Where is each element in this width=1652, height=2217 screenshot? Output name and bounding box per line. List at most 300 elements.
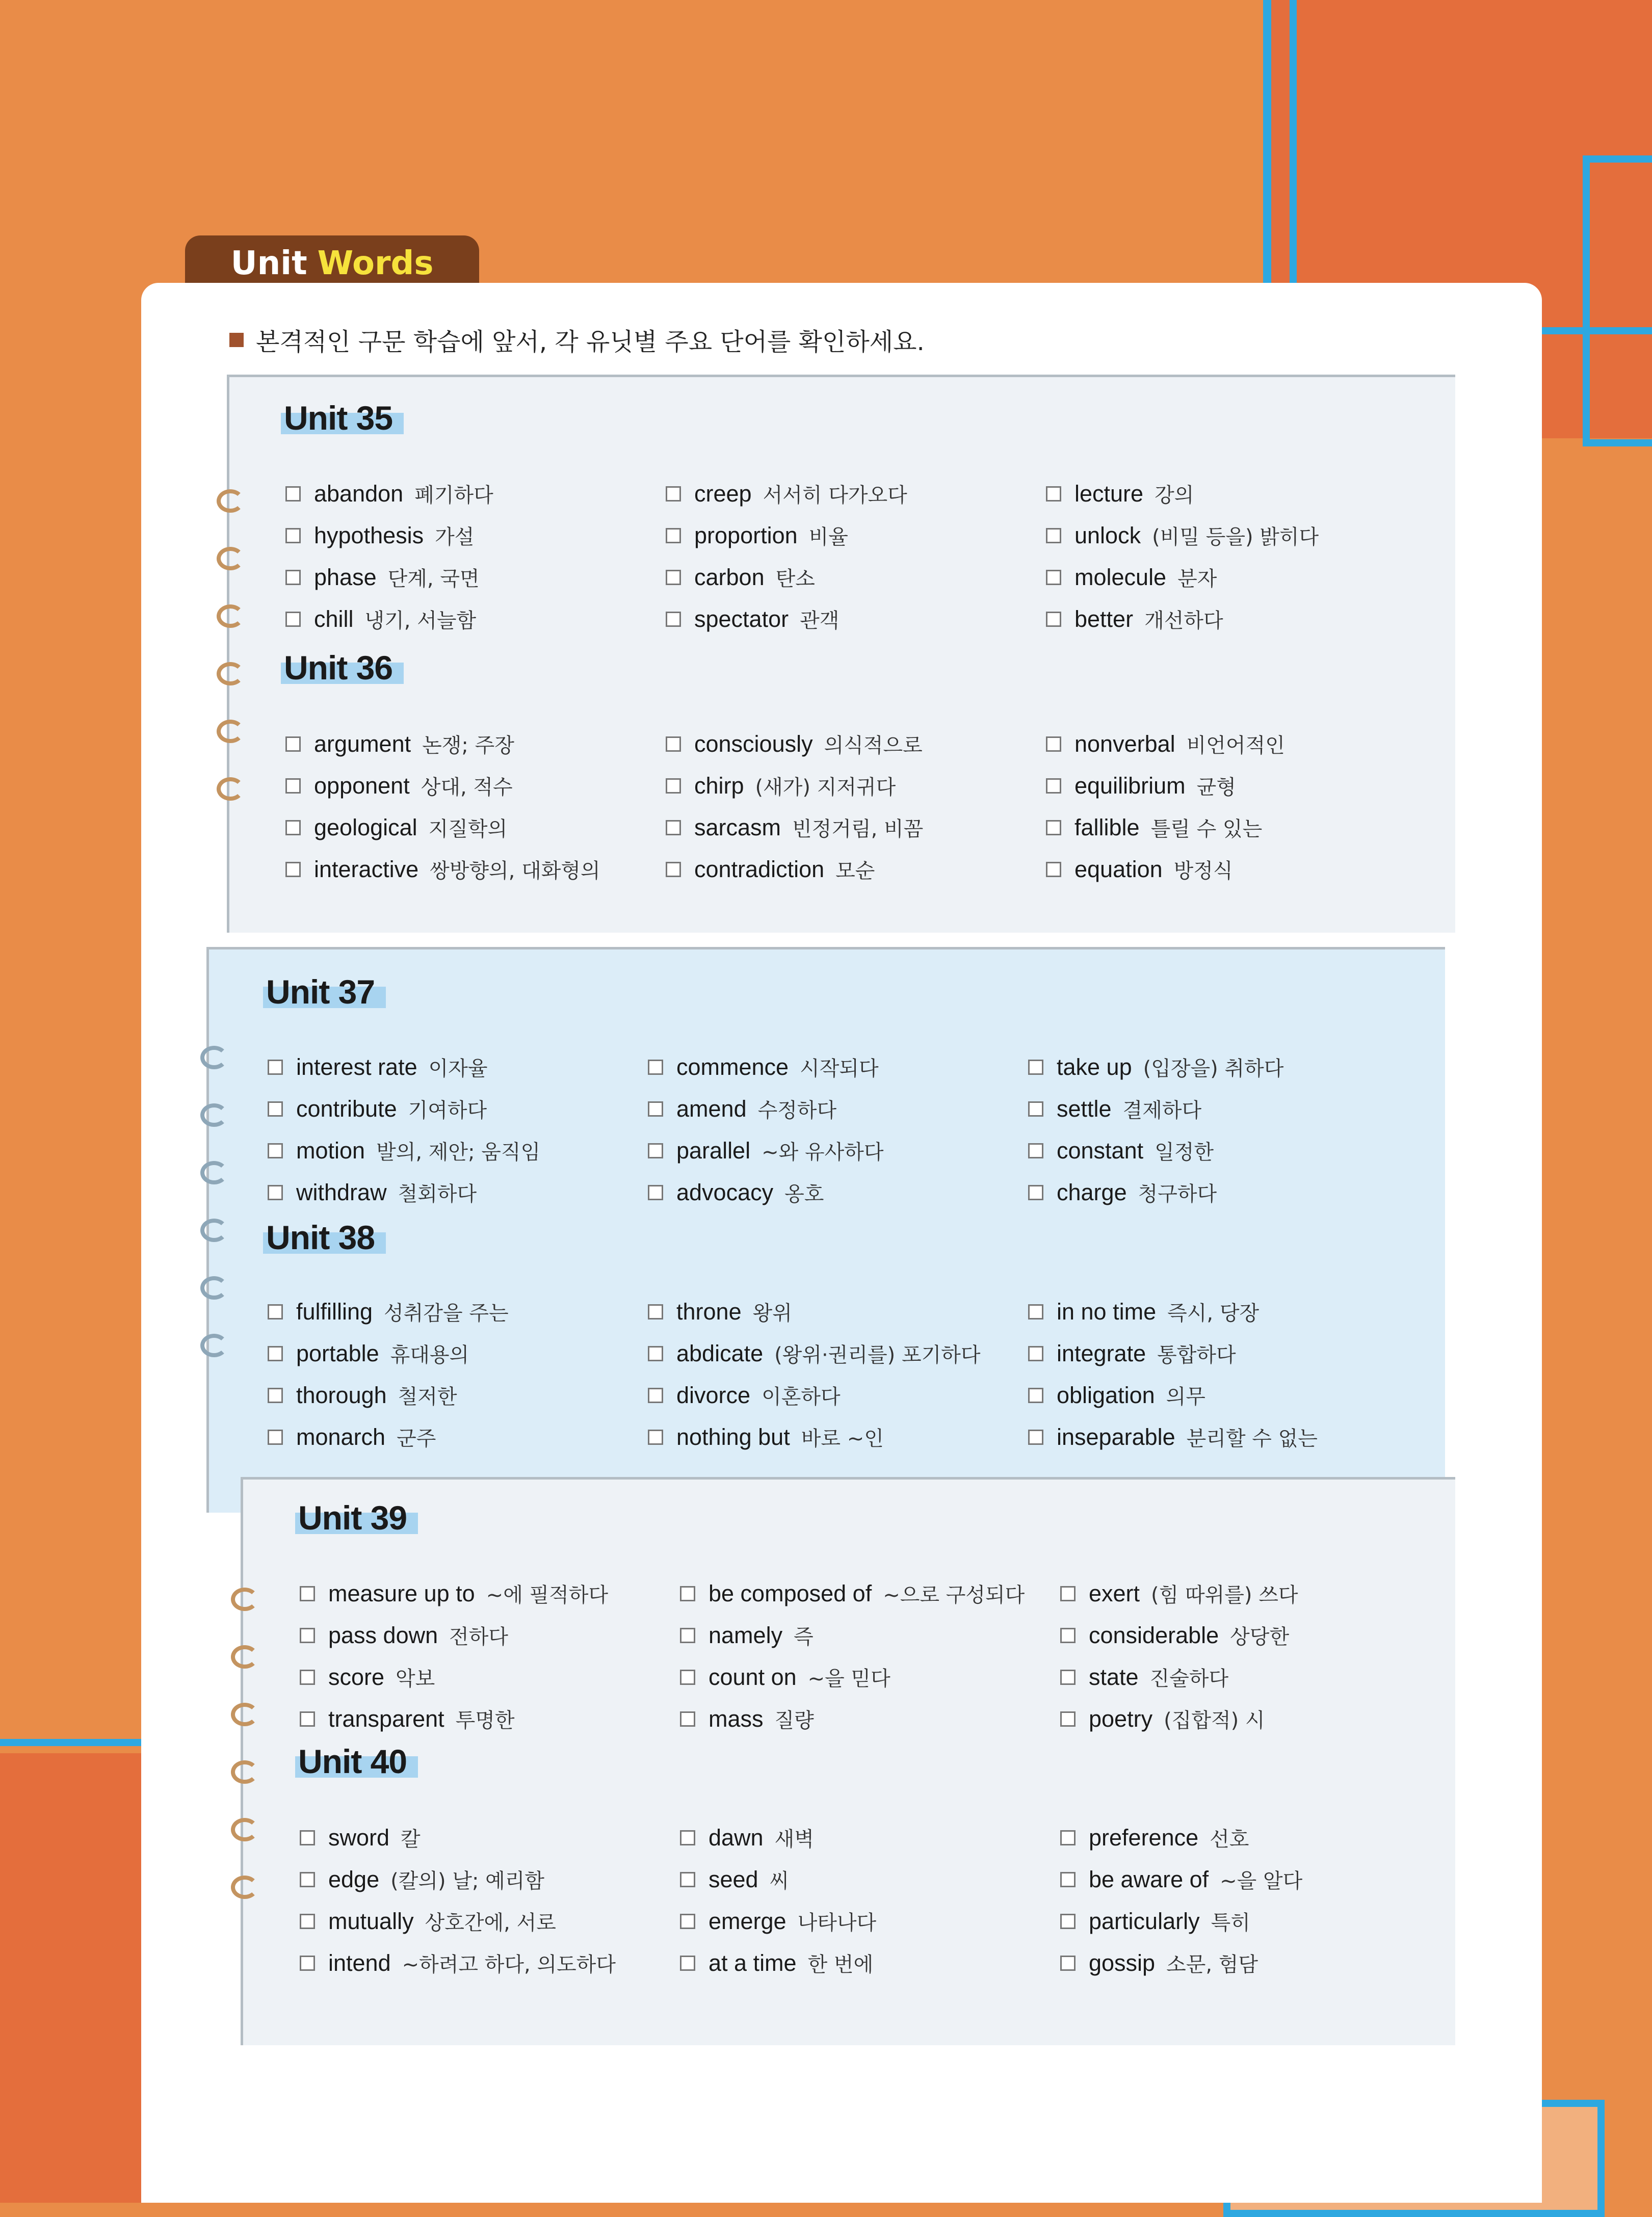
- checkbox[interactable]: [648, 1060, 663, 1075]
- square-bullet-icon: [229, 333, 244, 347]
- checkbox[interactable]: [1046, 820, 1061, 835]
- binder-ring-icon: [200, 1276, 228, 1300]
- word-english: interest rate: [296, 1053, 417, 1080]
- checkbox[interactable]: [680, 1586, 695, 1601]
- checkbox[interactable]: [1060, 1830, 1076, 1845]
- unit-title: [284, 399, 392, 437]
- checkbox[interactable]: [1046, 486, 1061, 502]
- word-item: [666, 729, 923, 758]
- word-english: dawn: [709, 1824, 764, 1851]
- binder-ring-icon: [217, 662, 244, 685]
- word-korean: 상호간에, 서로: [425, 1911, 556, 1935]
- checkbox[interactable]: [1046, 736, 1061, 752]
- word-item: [680, 1823, 814, 1852]
- word-item: [1060, 1704, 1265, 1733]
- unit-title: [284, 648, 392, 687]
- word-item: [1060, 1948, 1258, 1977]
- checkbox[interactable]: [680, 1628, 695, 1643]
- word-item: [1046, 855, 1233, 884]
- word-item: [680, 1865, 789, 1894]
- instruction-text: 본격적인 구문 학습에 앞서, 각 유닛별 주요 단어를 확인하세요.: [256, 328, 925, 356]
- word-english: thorough: [296, 1382, 387, 1408]
- checkbox[interactable]: [1060, 1711, 1076, 1727]
- word-item: [300, 1662, 435, 1692]
- word-item: [285, 771, 513, 800]
- word-item: [680, 1907, 876, 1936]
- binder-ring-icon: [217, 547, 244, 570]
- checkbox[interactable]: [268, 1185, 283, 1200]
- word-english: equilibrium: [1074, 772, 1186, 799]
- word-korean: 성취감을 주는: [384, 1302, 509, 1325]
- word-english: carbon: [694, 564, 765, 590]
- checkbox[interactable]: [648, 1388, 663, 1403]
- word-korean: 관객: [800, 609, 840, 632]
- checkbox[interactable]: [1028, 1430, 1043, 1445]
- word-korean: 청구하다: [1138, 1182, 1217, 1206]
- word-english: spectator: [694, 605, 789, 632]
- word-korean: 폐기하다: [414, 484, 493, 507]
- word-korean: 의식적으로: [824, 734, 923, 757]
- word-item: [680, 1662, 890, 1692]
- checkbox[interactable]: [648, 1346, 663, 1361]
- checkbox[interactable]: [1028, 1388, 1043, 1403]
- word-korean: 수정하다: [757, 1099, 837, 1122]
- blue-line: [1583, 155, 1652, 163]
- checkbox[interactable]: [666, 778, 681, 794]
- word-korean: 철회하다: [398, 1182, 477, 1206]
- word-korean: 결제하다: [1122, 1099, 1202, 1122]
- word-item: [1046, 771, 1236, 800]
- word-item: [1046, 563, 1217, 592]
- word-item: [300, 1621, 508, 1650]
- checkbox[interactable]: [648, 1430, 663, 1445]
- word-item: [268, 1297, 509, 1326]
- checkbox[interactable]: [1028, 1060, 1043, 1075]
- word-english: state: [1089, 1664, 1139, 1690]
- word-item: [300, 1579, 608, 1608]
- word-item: [666, 771, 896, 800]
- checkbox[interactable]: [300, 1586, 315, 1601]
- binder-ring-icon: [217, 720, 244, 743]
- blue-line: [1290, 0, 1297, 285]
- word-item: [268, 1339, 469, 1368]
- word-korean: (집합적) 시: [1164, 1709, 1265, 1732]
- word-item: [1060, 1865, 1302, 1894]
- word-item: [1060, 1907, 1250, 1936]
- checkbox[interactable]: [648, 1185, 663, 1200]
- word-item: [268, 1178, 477, 1207]
- binder-ring-icon: [231, 1818, 258, 1841]
- word-korean: 투명한: [455, 1709, 515, 1732]
- word-english: score: [328, 1664, 385, 1690]
- checkbox[interactable]: [666, 820, 681, 835]
- word-korean: 방정식: [1173, 859, 1233, 883]
- word-korean: 나타나다: [797, 1911, 877, 1935]
- word-english: phase: [314, 564, 377, 590]
- word-english: throne: [676, 1298, 742, 1325]
- checkbox[interactable]: [1028, 1143, 1043, 1158]
- word-item: [1046, 813, 1262, 842]
- word-item: [285, 479, 493, 508]
- checkbox[interactable]: [666, 486, 681, 502]
- word-item: [1046, 521, 1319, 550]
- word-english: argument: [314, 730, 411, 757]
- word-item: [666, 521, 848, 550]
- word-korean: (비밀 등을) 밝히다: [1152, 525, 1319, 549]
- checkbox[interactable]: [680, 1872, 695, 1887]
- checkbox[interactable]: [1028, 1346, 1043, 1361]
- checkbox[interactable]: [285, 612, 301, 627]
- word-english: portable: [296, 1340, 379, 1366]
- checkbox[interactable]: [680, 1956, 695, 1971]
- word-english: contribute: [296, 1095, 397, 1122]
- word-item: [1028, 1381, 1205, 1410]
- checkbox[interactable]: [648, 1143, 663, 1158]
- checkbox[interactable]: [300, 1628, 315, 1643]
- word-english: gossip: [1089, 1949, 1156, 1976]
- word-item: [648, 1094, 836, 1123]
- word-item: [680, 1948, 873, 1977]
- word-english: nonverbal: [1074, 730, 1175, 757]
- word-english: inseparable: [1057, 1423, 1175, 1450]
- word-english: monarch: [296, 1423, 386, 1450]
- word-korean: 이혼하다: [762, 1385, 841, 1409]
- word-item: [285, 563, 480, 592]
- word-english: lecture: [1074, 480, 1144, 507]
- tab-word-words: Words: [317, 245, 434, 282]
- word-korean: 일정한: [1155, 1141, 1214, 1164]
- word-item: [268, 1422, 436, 1451]
- checkbox[interactable]: [1060, 1628, 1076, 1643]
- word-korean: 탄소: [775, 567, 815, 591]
- word-english: be aware of: [1089, 1866, 1209, 1892]
- word-korean: 통합하다: [1157, 1343, 1236, 1367]
- checkbox[interactable]: [268, 1304, 283, 1319]
- unit-title-text: Unit 37: [266, 973, 375, 1011]
- word-korean: ~하려고 하다, 의도하다: [402, 1953, 616, 1976]
- word-item: [680, 1621, 814, 1650]
- checkbox[interactable]: [268, 1060, 283, 1075]
- word-korean: 군주: [397, 1427, 436, 1450]
- word-korean: 균형: [1196, 776, 1236, 799]
- tab-word-unit: Unit: [230, 245, 307, 282]
- checkbox[interactable]: [648, 1304, 663, 1319]
- word-korean: 바로 ~인: [801, 1427, 884, 1450]
- word-korean: 이자율: [428, 1057, 488, 1080]
- checkbox[interactable]: [268, 1101, 283, 1117]
- word-item: [268, 1381, 457, 1410]
- word-item: [648, 1178, 824, 1207]
- word-korean: 특히: [1211, 1911, 1250, 1935]
- word-english: seed: [709, 1866, 758, 1892]
- binder-ring-icon: [231, 1588, 258, 1611]
- word-english: equation: [1074, 856, 1163, 882]
- word-item: [300, 1865, 544, 1894]
- blue-line: [1538, 327, 1652, 334]
- word-item: [1028, 1094, 1201, 1123]
- binder-ring-icon: [217, 604, 244, 628]
- word-item: [648, 1422, 884, 1451]
- checkbox[interactable]: [300, 1956, 315, 1971]
- word-korean: 개선하다: [1144, 609, 1223, 632]
- word-korean: (왕위·권리를) 포기하다: [774, 1343, 981, 1367]
- checkbox[interactable]: [666, 862, 681, 877]
- word-english: sarcasm: [694, 814, 781, 840]
- word-item: [285, 521, 474, 550]
- word-english: integrate: [1057, 1340, 1146, 1366]
- word-english: opponent: [314, 772, 410, 799]
- word-item: [1028, 1422, 1318, 1451]
- word-item: [1028, 1297, 1259, 1326]
- word-item: [648, 1339, 981, 1368]
- word-korean: 선호: [1210, 1828, 1249, 1851]
- unit-title: [298, 1742, 407, 1781]
- word-korean: 전하다: [449, 1625, 509, 1649]
- word-korean: 즉시, 당장: [1167, 1302, 1260, 1325]
- unit-title: [266, 972, 375, 1011]
- word-korean: ~으로 구성되다: [883, 1583, 1025, 1607]
- word-korean: 모순: [835, 859, 875, 883]
- checkbox[interactable]: [285, 570, 301, 585]
- word-korean: 쌍방향의, 대화형의: [430, 859, 600, 883]
- checkbox[interactable]: [666, 612, 681, 627]
- word-english: obligation: [1057, 1382, 1155, 1408]
- checkbox[interactable]: [680, 1711, 695, 1727]
- word-item: [1028, 1178, 1217, 1207]
- binder-ring-icon: [200, 1219, 228, 1242]
- unit-title: [266, 1218, 375, 1257]
- binder-ring-icon: [231, 1703, 258, 1726]
- binder-ring-icon: [200, 1103, 228, 1127]
- word-item: [1046, 729, 1285, 758]
- word-english: hypothesis: [314, 522, 424, 548]
- checkbox[interactable]: [1028, 1185, 1043, 1200]
- checkbox[interactable]: [1046, 528, 1061, 543]
- word-korean: (칼의) 날; 예리함: [390, 1869, 545, 1893]
- word-korean: 강의: [1155, 484, 1194, 507]
- binder-ring-icon: [231, 1645, 258, 1669]
- word-english: in no time: [1057, 1298, 1157, 1325]
- word-english: abdicate: [676, 1340, 764, 1366]
- checkbox[interactable]: [285, 486, 301, 502]
- word-item: [1028, 1339, 1236, 1368]
- checkbox[interactable]: [300, 1872, 315, 1887]
- checkbox[interactable]: [268, 1388, 283, 1403]
- checkbox[interactable]: [300, 1711, 315, 1727]
- checkbox[interactable]: [285, 528, 301, 543]
- checkbox[interactable]: [1046, 612, 1061, 627]
- word-korean: 즉: [794, 1625, 814, 1649]
- word-english: constant: [1057, 1137, 1144, 1164]
- word-korean: 칼: [401, 1828, 421, 1851]
- checkbox[interactable]: [680, 1914, 695, 1929]
- word-korean: 상대, 적수: [421, 776, 513, 799]
- instruction: [229, 322, 925, 357]
- word-english: namely: [709, 1622, 783, 1648]
- word-item: [666, 813, 923, 842]
- word-korean: (힘 따위를) 쓰다: [1151, 1583, 1298, 1607]
- word-item: [666, 604, 839, 634]
- word-item: [1060, 1823, 1249, 1852]
- word-english: count on: [709, 1664, 797, 1690]
- binder-ring-icon: [200, 1161, 228, 1184]
- binder-ring-icon: [231, 1760, 258, 1784]
- unit-title-text: Unit 39: [298, 1499, 407, 1537]
- checkbox[interactable]: [680, 1670, 695, 1685]
- checkbox[interactable]: [268, 1346, 283, 1361]
- word-korean: 옹호: [784, 1182, 824, 1206]
- word-korean: 시작되다: [800, 1057, 879, 1080]
- word-korean: 씨: [769, 1869, 790, 1893]
- word-item: [680, 1579, 1025, 1608]
- word-korean: ~와 유사하다: [762, 1141, 884, 1164]
- word-english: transparent: [328, 1705, 444, 1732]
- word-item: [1060, 1662, 1228, 1692]
- word-english: particularly: [1089, 1908, 1200, 1934]
- word-item: [648, 1052, 879, 1081]
- word-english: measure up to: [328, 1580, 475, 1606]
- checkbox[interactable]: [1028, 1101, 1043, 1117]
- word-item: [1060, 1621, 1289, 1650]
- background-block-bottom-left: [0, 1753, 143, 2203]
- word-english: sword: [328, 1824, 390, 1851]
- checkbox[interactable]: [1046, 570, 1061, 585]
- binder-ring-icon: [200, 1334, 228, 1357]
- word-english: charge: [1057, 1179, 1127, 1205]
- checkbox[interactable]: [285, 778, 301, 794]
- word-english: emerge: [709, 1908, 786, 1934]
- word-item: [648, 1297, 792, 1326]
- word-korean: 단계, 국면: [387, 567, 480, 591]
- word-item: [300, 1823, 421, 1852]
- word-english: fulfilling: [296, 1298, 373, 1325]
- checkbox[interactable]: [666, 736, 681, 752]
- checkbox[interactable]: [1060, 1586, 1076, 1601]
- word-english: motion: [296, 1137, 365, 1164]
- word-korean: 왕위: [752, 1302, 792, 1325]
- checkbox[interactable]: [648, 1101, 663, 1117]
- checkbox[interactable]: [268, 1430, 283, 1445]
- checkbox[interactable]: [1060, 1914, 1076, 1929]
- word-item: [666, 479, 907, 508]
- word-english: contradiction: [694, 856, 825, 882]
- word-english: divorce: [676, 1382, 751, 1408]
- word-english: at a time: [709, 1949, 797, 1976]
- word-korean: 분리할 수 없는: [1186, 1427, 1318, 1450]
- checkbox[interactable]: [300, 1670, 315, 1685]
- word-item: [648, 1136, 884, 1165]
- word-item: [666, 563, 815, 592]
- word-korean: (입장을) 취하다: [1143, 1057, 1284, 1080]
- word-korean: 악보: [396, 1667, 435, 1691]
- word-korean: ~에 필적하다: [486, 1583, 609, 1607]
- checkbox[interactable]: [1060, 1956, 1076, 1971]
- checkbox[interactable]: [300, 1914, 315, 1929]
- word-korean: ~을 믿다: [807, 1667, 890, 1691]
- checkbox[interactable]: [1028, 1304, 1043, 1319]
- word-item: [300, 1948, 616, 1977]
- checkbox[interactable]: [1060, 1670, 1076, 1685]
- word-english: preference: [1089, 1824, 1199, 1851]
- word-english: interactive: [314, 856, 419, 882]
- word-item: [1028, 1052, 1283, 1081]
- blue-line: [0, 1739, 143, 1746]
- word-item: [648, 1381, 841, 1410]
- word-korean: 한 번에: [807, 1953, 874, 1976]
- word-korean: 가설: [435, 525, 475, 549]
- word-korean: 소문, 험담: [1166, 1953, 1258, 1976]
- word-english: amend: [676, 1095, 747, 1122]
- word-english: intend: [328, 1949, 391, 1976]
- word-english: settle: [1057, 1095, 1112, 1122]
- word-english: exert: [1089, 1580, 1140, 1606]
- word-english: considerable: [1089, 1622, 1219, 1648]
- blue-line: [1263, 0, 1271, 285]
- checkbox[interactable]: [666, 528, 681, 543]
- word-korean: 분자: [1177, 567, 1217, 591]
- checkbox[interactable]: [300, 1830, 315, 1845]
- binder-ring-icon: [231, 1876, 258, 1899]
- word-item: [1060, 1579, 1298, 1608]
- checkbox[interactable]: [285, 820, 301, 835]
- word-korean: 냉기, 서늘함: [364, 609, 477, 632]
- word-english: unlock: [1074, 522, 1141, 548]
- word-item: [1046, 604, 1223, 634]
- checkbox[interactable]: [285, 862, 301, 877]
- checkbox[interactable]: [268, 1143, 283, 1158]
- word-english: consciously: [694, 730, 813, 757]
- unit-title-text: Unit 38: [266, 1219, 375, 1256]
- word-korean: 진술하다: [1149, 1667, 1229, 1691]
- binder-ring-icon: [217, 777, 244, 801]
- checkbox[interactable]: [1046, 778, 1061, 794]
- word-english: parallel: [676, 1137, 751, 1164]
- word-item: [285, 855, 600, 884]
- word-english: fallible: [1074, 814, 1140, 840]
- word-english: be composed of: [709, 1580, 872, 1606]
- word-item: [1028, 1136, 1214, 1165]
- blue-line: [1583, 155, 1590, 446]
- word-korean: 논쟁; 주장: [422, 734, 514, 757]
- word-korean: 빈정거림, 비꼼: [792, 817, 924, 841]
- checkbox[interactable]: [285, 736, 301, 752]
- word-item: [285, 813, 507, 842]
- word-korean: (새가) 지저귀다: [755, 776, 896, 799]
- word-korean: 서서히 다가오다: [763, 484, 907, 507]
- word-korean: 의무: [1166, 1385, 1205, 1409]
- word-item: [666, 855, 875, 884]
- unit-title-text: Unit 36: [284, 649, 393, 687]
- word-item: [268, 1136, 540, 1165]
- word-english: poetry: [1089, 1705, 1153, 1732]
- word-item: [268, 1094, 487, 1123]
- word-korean: 비율: [808, 525, 848, 549]
- word-english: abandon: [314, 480, 404, 507]
- word-english: mass: [709, 1705, 764, 1732]
- checkbox[interactable]: [680, 1830, 695, 1845]
- word-english: commence: [676, 1053, 789, 1080]
- word-item: [300, 1704, 515, 1733]
- checkbox[interactable]: [666, 570, 681, 585]
- checkbox[interactable]: [1060, 1872, 1076, 1887]
- word-item: [268, 1052, 488, 1081]
- checkbox[interactable]: [1046, 862, 1061, 877]
- word-item: [285, 604, 476, 634]
- binder-ring-icon: [200, 1046, 228, 1069]
- word-english: take up: [1057, 1053, 1132, 1080]
- binder-ring-icon: [217, 489, 244, 513]
- word-english: nothing but: [676, 1423, 790, 1450]
